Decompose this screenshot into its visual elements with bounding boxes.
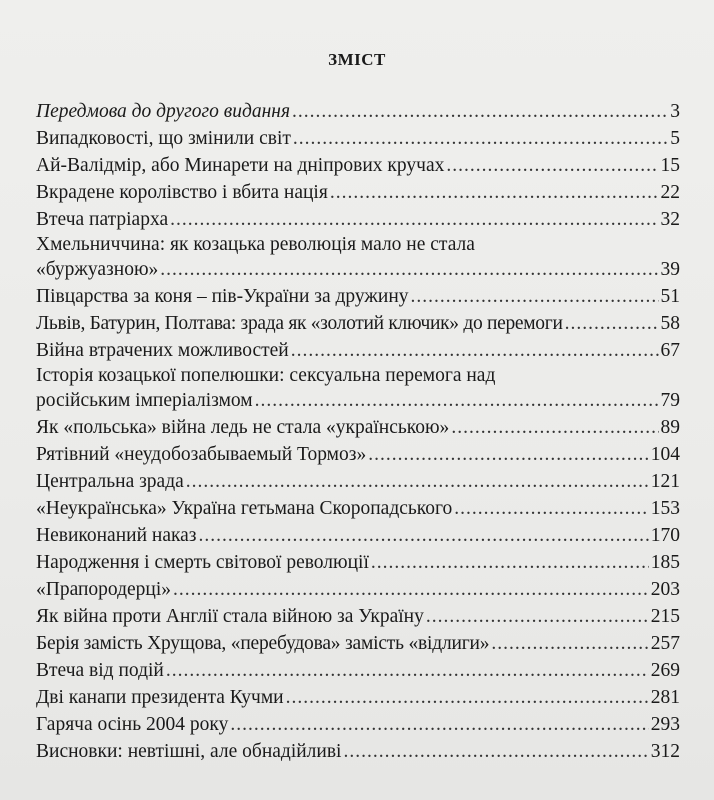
toc-entry xyxy=(36,364,680,414)
toc-entry-page: 312 xyxy=(650,741,680,762)
toc-entry-page: 104 xyxy=(650,444,680,465)
toc-entry-title: Втеча від подій xyxy=(36,660,164,681)
toc-entry-title-line1: Історія козацької попелюшки: сексуальна перемога над xyxy=(36,365,496,386)
toc-entry-page: 5 xyxy=(670,128,680,149)
dot-leader xyxy=(173,576,649,603)
toc-entry xyxy=(36,98,680,125)
toc-entry-title: Ай-Валідмір, або Минарети на дніпрових кручах xyxy=(36,155,445,176)
toc-entry xyxy=(36,337,680,364)
toc-entry-title: Півцарства за коня – пів-України за дружину xyxy=(36,286,409,307)
toc-entry-page: 269 xyxy=(650,660,680,681)
dot-leader xyxy=(368,441,649,468)
toc-entry-page: 15 xyxy=(660,155,680,176)
toc-entry xyxy=(36,549,680,576)
toc-entry xyxy=(36,468,680,495)
dot-leader xyxy=(411,283,659,310)
toc-entry xyxy=(36,233,680,283)
toc-entry-title: Рятівний «неудобозабываемый Тормоз» xyxy=(36,444,367,465)
toc-entry-title: Гаряча осінь 2004 року xyxy=(36,714,229,735)
toc-entry xyxy=(36,310,680,337)
toc-entry-title: «Прапородерці» xyxy=(36,579,172,600)
toc-entry-title: Як війна проти Англії стала війною за Україну xyxy=(36,606,424,627)
toc-entry xyxy=(36,125,680,152)
toc-entry xyxy=(36,283,680,310)
toc-entry-title-line1: Хмельниччина: як козацька революція мало не стала xyxy=(36,234,475,255)
toc-entry-page: 293 xyxy=(650,714,680,735)
toc-entry-title: Втеча патріарха xyxy=(36,209,169,230)
toc-entry-page: 51 xyxy=(660,286,680,307)
dot-leader xyxy=(446,152,658,179)
dot-leader xyxy=(491,630,648,657)
toc-entry-title: Невиконаний наказ xyxy=(36,525,197,546)
toc-entry-title: Війна втрачених можливостей xyxy=(36,340,289,361)
toc-entry-page: 58 xyxy=(660,313,680,334)
toc-entry-title-line2: «буржуазною» xyxy=(36,259,159,280)
toc-entry-page: 89 xyxy=(660,417,680,438)
dot-leader xyxy=(291,337,659,364)
toc-entry xyxy=(36,630,680,657)
dot-leader xyxy=(170,206,658,233)
toc-entry-title: Центральна зрада xyxy=(36,471,184,492)
toc-entry xyxy=(36,414,680,441)
dot-leader xyxy=(255,388,659,414)
dot-leader xyxy=(292,98,668,125)
toc-entry-page: 79 xyxy=(660,390,680,411)
toc-entry-title: Вкрадене королівство і вбита нація xyxy=(36,182,328,203)
toc-entry xyxy=(36,711,680,738)
toc-entry-page: 32 xyxy=(660,209,680,230)
dot-leader xyxy=(330,179,659,206)
toc-entry-page: 3 xyxy=(670,101,680,122)
dot-leader xyxy=(286,684,649,711)
dot-leader xyxy=(186,468,649,495)
toc-entry xyxy=(36,522,680,549)
dot-leader xyxy=(343,738,648,765)
dot-leader xyxy=(293,125,668,152)
dot-leader xyxy=(160,257,658,283)
dot-leader xyxy=(565,310,659,337)
toc-entry-page: 67 xyxy=(660,340,680,361)
toc-entry-title: Висновки: невтішні, але обнадійливі xyxy=(36,741,342,762)
toc-entry-title: Дві канапи президента Кучми xyxy=(36,687,284,708)
dot-leader xyxy=(451,414,658,441)
toc-entry-page: 22 xyxy=(660,182,680,203)
toc-entry-title: «Неукраїнська» Україна гетьмана Скоропадського xyxy=(36,498,453,519)
dot-leader xyxy=(454,495,648,522)
toc-entry-page: 215 xyxy=(650,606,680,627)
toc-entry-page: 281 xyxy=(650,687,680,708)
page-title: ЗМІСТ xyxy=(328,50,386,69)
toc-entry-page: 185 xyxy=(650,552,680,573)
toc-entry-page: 170 xyxy=(650,525,680,546)
toc-entry xyxy=(36,206,680,233)
toc-entry-title: Як «польська» війна ледь не стала «українською» xyxy=(36,417,450,438)
toc-entry-title: Випадковості, що змінили світ xyxy=(36,128,291,149)
dot-leader xyxy=(230,711,648,738)
toc-entry-title: Народження і смерть світової революції xyxy=(36,552,369,573)
toc-entry xyxy=(36,576,680,603)
toc-entry-page: 203 xyxy=(650,579,680,600)
toc-entry xyxy=(36,657,680,684)
dot-leader xyxy=(371,549,649,576)
toc-entry-title: Львів, Батурин, Полтава: зрада як «золотий ключик» до перемоги xyxy=(36,313,563,334)
dot-leader xyxy=(166,657,649,684)
table-of-contents xyxy=(36,98,680,765)
toc-entry-page: 121 xyxy=(650,471,680,492)
toc-entry xyxy=(36,684,680,711)
toc-entry xyxy=(36,603,680,630)
toc-entry-page: 39 xyxy=(660,259,680,280)
toc-entry-title: Берія замість Хрущова, «перебудова» замість «відлиги» xyxy=(36,633,490,654)
toc-entry-title: Передмова до другого видання xyxy=(36,101,291,122)
dot-leader xyxy=(426,603,649,630)
toc-entry-title-line2: російським імперіалізмом xyxy=(36,390,253,411)
toc-entry xyxy=(36,495,680,522)
toc-entry xyxy=(36,152,680,179)
toc-entry xyxy=(36,738,680,765)
toc-entry xyxy=(36,179,680,206)
toc-entry-page: 257 xyxy=(650,633,680,654)
dot-leader xyxy=(199,522,649,549)
toc-entry-page: 153 xyxy=(650,498,680,519)
toc-entry xyxy=(36,441,680,468)
